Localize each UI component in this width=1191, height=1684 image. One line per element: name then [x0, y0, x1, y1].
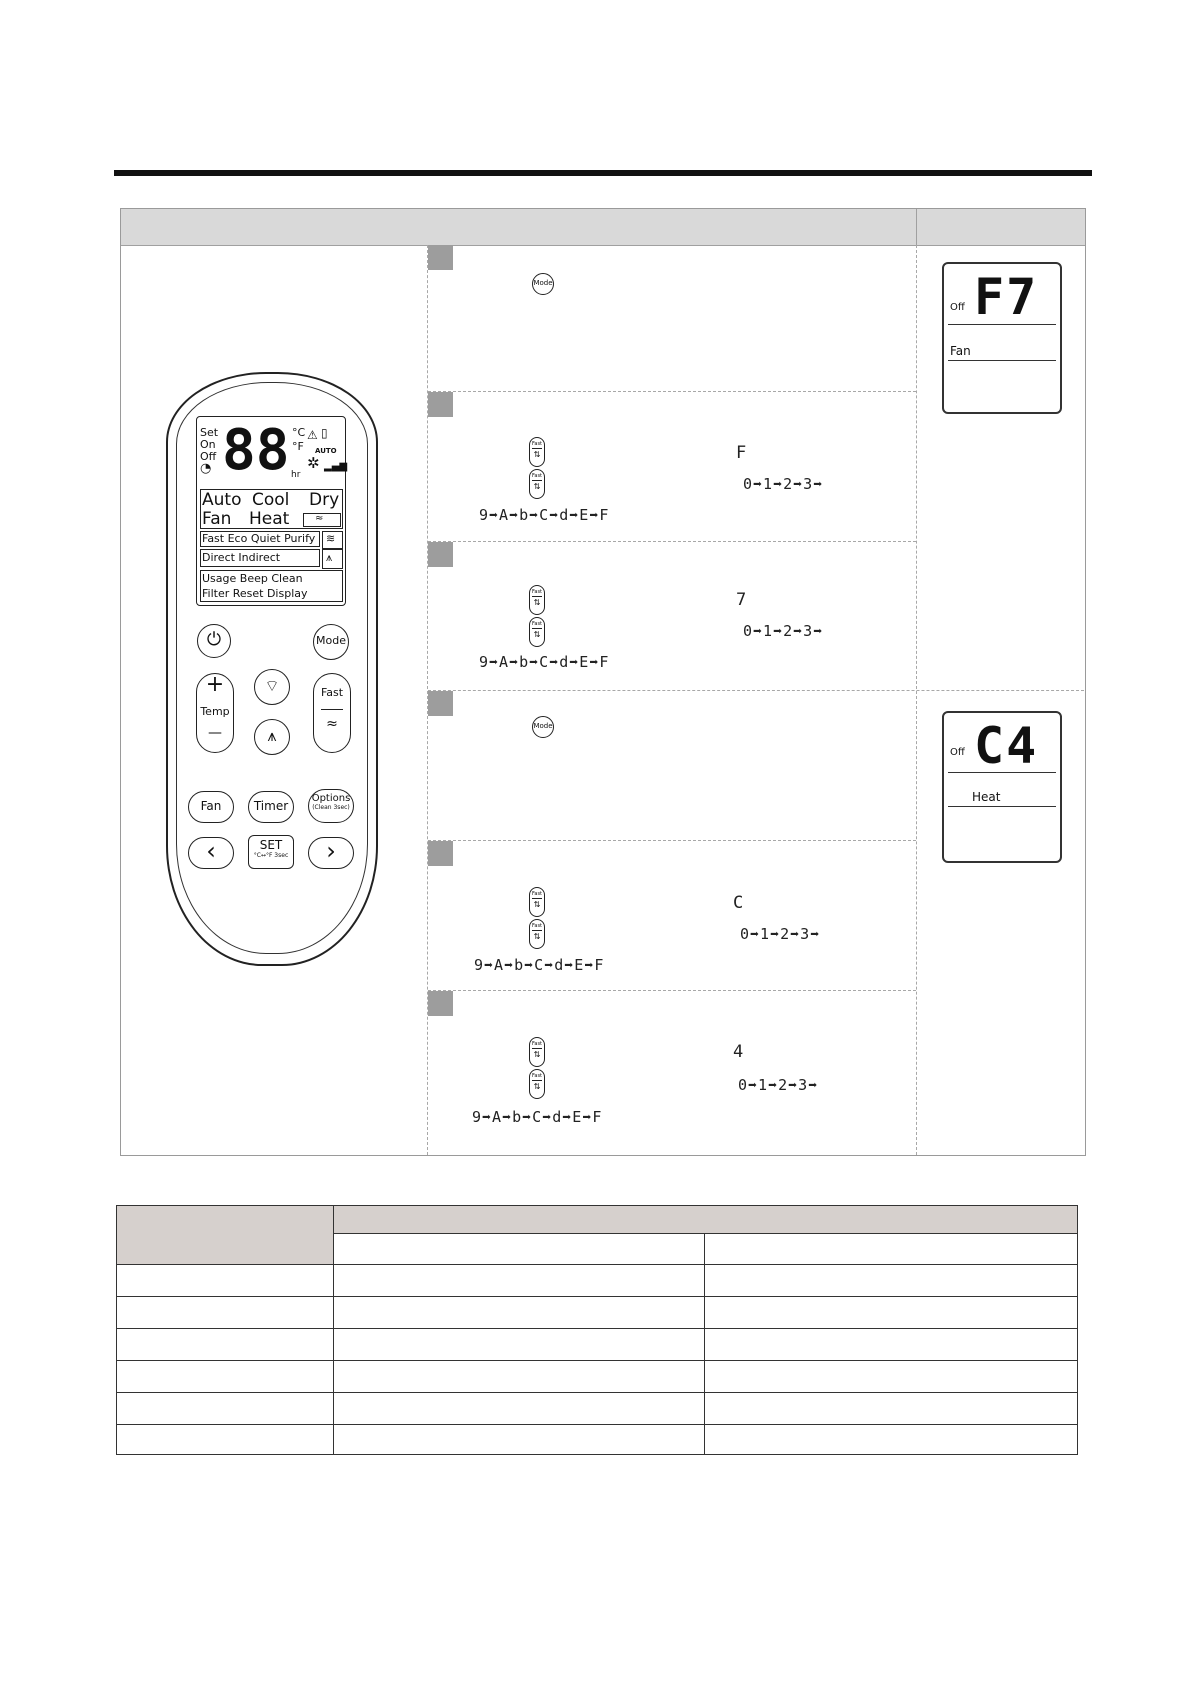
lcd-hr: hr	[291, 470, 301, 480]
table-cell	[116, 1424, 334, 1455]
error-code: C4	[974, 717, 1039, 775]
mode-label: Fan	[950, 344, 971, 358]
step-box	[428, 991, 453, 1016]
timer-button[interactable]: Timer	[248, 791, 294, 823]
step-box	[428, 542, 453, 567]
lcd-heat: Heat	[249, 509, 290, 529]
fast-button-icon: Fast ⇅	[529, 617, 545, 647]
step-character: C	[733, 893, 744, 913]
table-cell	[116, 1328, 334, 1361]
table-header-cell	[333, 1205, 1078, 1234]
swing-button[interactable]: ⌔	[254, 669, 290, 705]
fast-divider	[321, 709, 343, 710]
fast-button-icon: Fast ⇅	[529, 1037, 545, 1067]
table-subheader-cell	[704, 1233, 1078, 1265]
unit-display-c4	[942, 711, 1062, 863]
table-cell	[704, 1392, 1078, 1425]
airflow-button[interactable]: ⩚	[254, 719, 290, 755]
lcd-celsius: °C	[292, 426, 306, 439]
table-cell	[116, 1360, 334, 1393]
lcd-set: Set	[200, 426, 219, 439]
lcd-auto: Auto	[202, 490, 242, 510]
options-button[interactable]	[308, 789, 354, 823]
table-cell	[704, 1264, 1078, 1297]
column-divider-right	[916, 245, 917, 1155]
lcd-row-filter: Filter Reset Display	[202, 587, 308, 600]
step-character: 4	[733, 1042, 744, 1062]
digit-sequence: 0➡1➡2➡3➡	[738, 1076, 819, 1094]
table-cell	[116, 1264, 334, 1297]
table-cell	[116, 1392, 334, 1425]
lcd-auto-badge: AUTO	[315, 447, 337, 455]
digit-sequence: 0➡1➡2➡3➡	[743, 475, 824, 493]
lcd-fahrenheit: °F	[292, 440, 304, 453]
lcd-alert-icon: ⚠	[307, 428, 318, 442]
table-cell	[704, 1360, 1078, 1393]
remote-lcd	[196, 416, 346, 606]
letter-sequence: 9➡A➡b➡C➡d➡E➡F	[479, 506, 610, 524]
mode-label: Heat	[972, 790, 1001, 804]
mode-button[interactable]: Mode	[313, 624, 349, 660]
set-button[interactable]	[248, 835, 294, 869]
table-cell	[704, 1328, 1078, 1361]
unit-display-f7	[942, 262, 1062, 414]
fan-button[interactable]: Fan	[188, 791, 234, 823]
table-cell	[116, 1296, 334, 1329]
lcd-fan-icon: ✲	[307, 454, 320, 472]
lcd-timer-icon: ◔	[200, 461, 212, 476]
mode-button-icon: Mode	[532, 716, 554, 738]
digit-sequence: 0➡1➡2➡3➡	[740, 925, 821, 943]
lcd-on: On	[200, 438, 216, 451]
fast-rocker	[313, 673, 351, 753]
row-divider	[428, 391, 916, 392]
step-character: 7	[736, 590, 747, 610]
table-cell	[333, 1296, 705, 1329]
reference-table	[116, 1205, 1078, 1455]
procedure-table-header	[121, 209, 1085, 246]
digit-sequence: 0➡1➡2➡3➡	[743, 622, 824, 640]
letter-sequence: 9➡A➡b➡C➡d➡E➡F	[479, 653, 610, 671]
step-box	[428, 245, 453, 270]
lcd-cool: Cool	[252, 490, 290, 510]
header-rule	[114, 170, 1092, 176]
fast-button-icon: Fast ⇅	[529, 437, 545, 467]
temp-label: Temp	[200, 705, 230, 718]
table-cell	[704, 1424, 1078, 1455]
lcd-signal-icon: ▂▄▆	[324, 461, 348, 472]
lcd-off: Off	[200, 450, 217, 463]
fast-button-icon: Fast ⇅	[529, 469, 545, 499]
set-label: SET	[259, 838, 283, 852]
set-sublabel: °C↔°F 3sec	[253, 852, 289, 859]
lcd-dry: Dry	[309, 490, 340, 510]
letter-sequence: 9➡A➡b➡C➡d➡E➡F	[474, 956, 605, 974]
lcd-wind-icon: ≈	[315, 513, 324, 524]
options-label: Options	[311, 793, 351, 804]
off-indicator: Off	[950, 747, 965, 758]
table-cell	[333, 1392, 705, 1425]
step-box	[428, 392, 453, 417]
table-cell	[333, 1264, 705, 1297]
step-box	[428, 841, 453, 866]
row-divider	[428, 690, 1084, 691]
lcd-digits: 88	[222, 418, 290, 483]
fast-button[interactable]: Fast	[320, 686, 344, 699]
wind-free-button[interactable]: ≈	[326, 716, 338, 732]
power-button[interactable]: ⏻	[197, 624, 231, 658]
row-divider	[428, 990, 916, 991]
left-button[interactable]: ‹	[188, 837, 234, 869]
lcd-row-usage: Usage Beep Clean	[202, 572, 303, 585]
table-cell	[333, 1360, 705, 1393]
lcd-battery-icon: ▯	[321, 426, 328, 440]
fast-button-icon: Fast ⇅	[529, 887, 545, 917]
table-cell	[333, 1424, 705, 1455]
table-cell	[333, 1328, 705, 1361]
temp-down-button[interactable]: —	[208, 725, 222, 741]
fast-button-icon: Fast ⇅	[529, 585, 545, 615]
row-divider	[428, 541, 916, 542]
lcd-row-direct: Direct Indirect	[202, 551, 281, 564]
off-indicator: Off	[950, 302, 965, 313]
lcd-swing-icon: ≋	[326, 532, 336, 545]
letter-sequence: 9➡A➡b➡C➡d➡E➡F	[472, 1108, 603, 1126]
temp-up-button[interactable]: +	[205, 672, 225, 697]
header-divider	[916, 209, 917, 245]
table-cell	[704, 1296, 1078, 1329]
table-header-cell	[116, 1205, 334, 1265]
lcd-fan: Fan	[202, 509, 232, 529]
options-sublabel: (Clean 3sec)	[312, 804, 350, 811]
lcd-row-fast-eco: Fast Eco Quiet Purify	[202, 532, 316, 545]
fast-button-icon: Fast ⇅	[529, 1069, 545, 1099]
step-box	[428, 691, 453, 716]
right-button[interactable]: ›	[308, 837, 354, 869]
table-subheader-cell	[333, 1233, 705, 1265]
error-code: F7	[974, 268, 1039, 326]
mode-button-icon: Mode	[532, 273, 554, 295]
lcd-airflow-icon: ⩚	[326, 551, 333, 564]
step-character: F	[736, 443, 747, 463]
fast-button-icon: Fast ⇅	[529, 919, 545, 949]
row-divider	[428, 840, 916, 841]
